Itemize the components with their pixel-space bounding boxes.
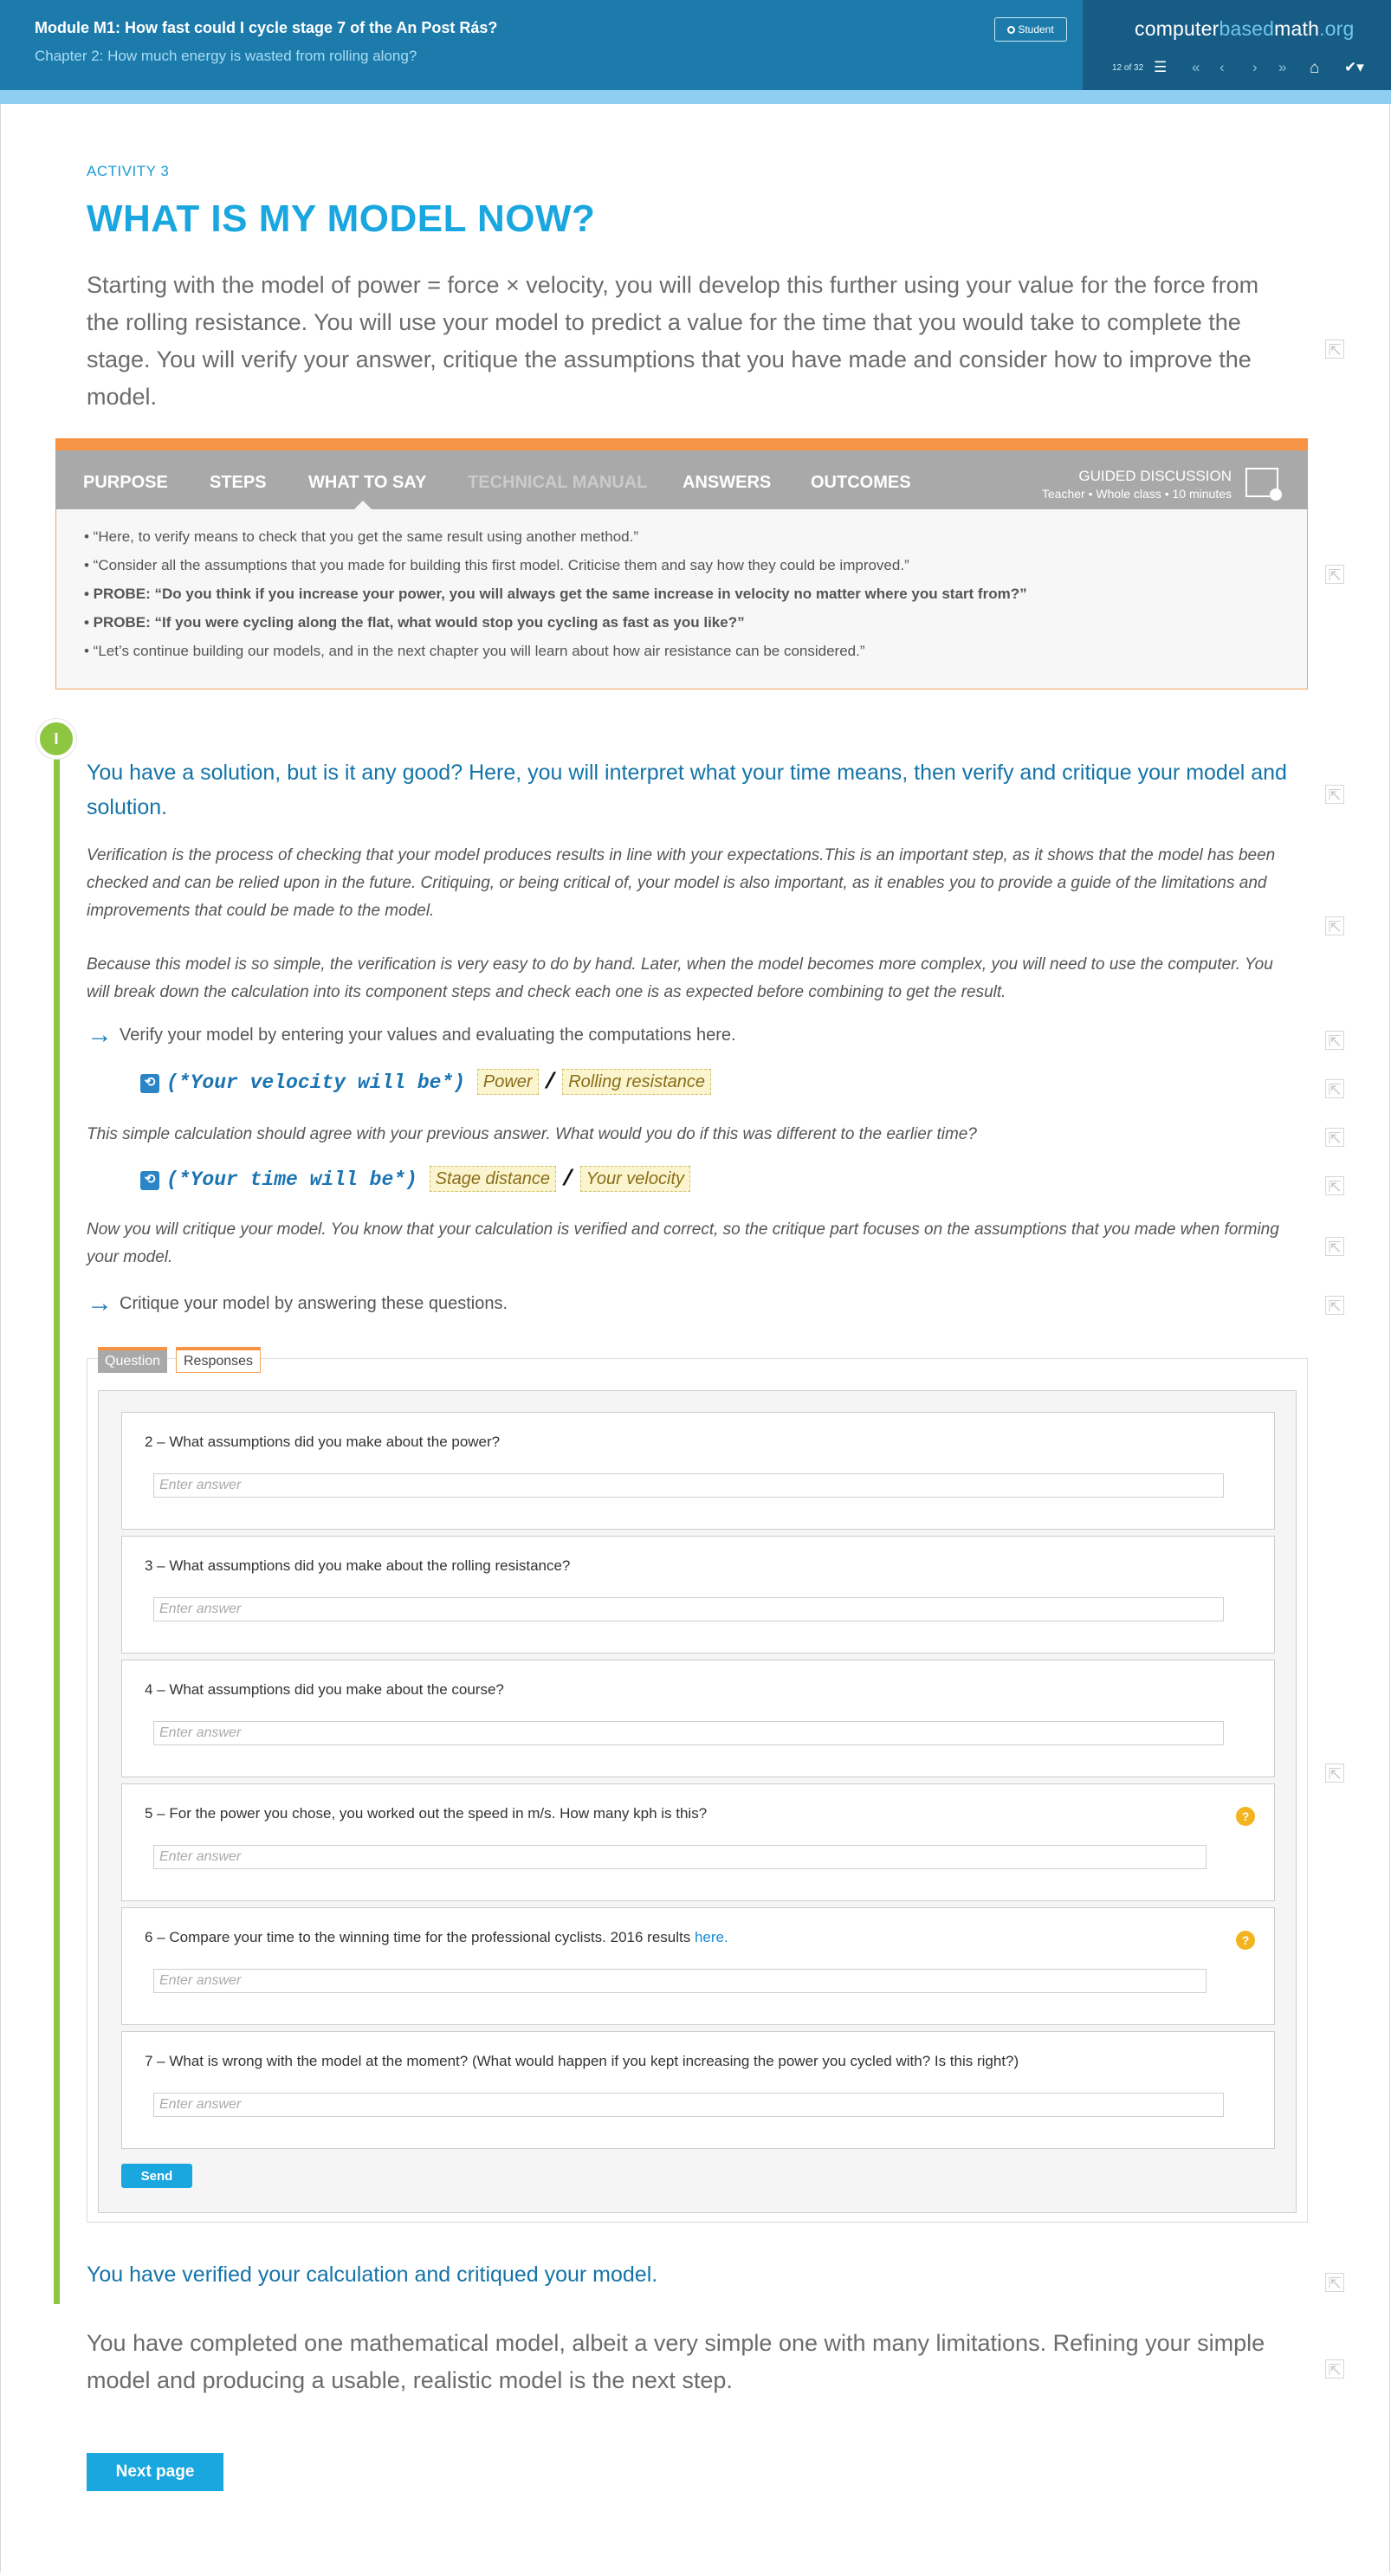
brand-logo[interactable]: [1135, 17, 1355, 41]
expand-icon[interactable]: ⇱: [1325, 565, 1344, 584]
expand-icon[interactable]: ⇱: [1325, 2273, 1344, 2292]
expand-icon[interactable]: ⇱: [1325, 916, 1344, 935]
brand-part-computer: computer: [1135, 17, 1220, 40]
question-text: 3 – What assumptions did you make about the rolling resistance?: [145, 1557, 571, 1574]
home-icon[interactable]: ⌂: [1310, 59, 1320, 77]
teacher-panel-accent: [55, 438, 1308, 450]
velocity-comment: (*Your velocity will be*): [166, 1071, 466, 1094]
verify-step: [87, 1020, 736, 1050]
tab-steps[interactable]: STEPS: [210, 473, 267, 492]
stage-distance-input-slot[interactable]: Stage distance: [430, 1166, 556, 1192]
header-strip: [0, 90, 1391, 104]
expand-icon[interactable]: ⇱: [1325, 1296, 1344, 1315]
expand-icon[interactable]: ⇱: [1325, 1079, 1344, 1098]
whiteboard-icon: [1245, 468, 1278, 497]
previous-page-icon[interactable]: ‹: [1220, 59, 1225, 75]
power-input-slot[interactable]: Power: [477, 1069, 539, 1095]
frame-border-left: [0, 104, 1, 2573]
simple-model-paragraph: Because this model is so simple, the verification is very easy to do by hand. Later, when the model becomes more complex, you will need to use the computer. You will break down the calculation into its component steps and check each one is as expected before combining to get the result.: [87, 955, 1273, 1001]
teacher-panel-tabs: [55, 450, 1308, 509]
list-item: • “Consider all the assumptions that you made for building this first model. Criticise them and say how they could be improved.”: [84, 557, 909, 573]
next-page-icon[interactable]: ›: [1252, 59, 1258, 75]
velocity-computation: [140, 1069, 711, 1095]
agree-paragraph: This simple calculation should agree with your previous answer. What would you do if this was different to the earlier time?: [87, 1125, 977, 1143]
active-tab-caret: [353, 501, 372, 510]
question-text: [145, 1929, 728, 1946]
evaluate-icon[interactable]: ⟲: [140, 1074, 159, 1093]
answer-input[interactable]: [153, 1597, 1224, 1621]
list-item: • PROBE: “Do you think if you increase your power, you will always get the same increase in velocity no matter where you start from?”: [84, 586, 1027, 602]
hint-icon[interactable]: ?: [1236, 1931, 1255, 1950]
critique-step: [87, 1289, 508, 1318]
tab-technical-manual: TECHNICAL MANUAL: [468, 473, 648, 492]
chapter-title: Chapter 2: How much energy is wasted from rolling along?: [35, 48, 417, 64]
top-header: [0, 0, 1391, 90]
question-widget: [87, 1354, 1308, 2223]
send-button[interactable]: Send: [121, 2164, 192, 2188]
section-badge: I: [36, 719, 76, 759]
critique-step-text: Critique your model by answering these questions.: [120, 1294, 508, 1313]
tab-answers[interactable]: ANSWERS: [683, 473, 772, 492]
question-card: [121, 1907, 1275, 2025]
section-progress-line: [54, 752, 60, 2304]
verification-paragraph: Verification is the process of checking that your model produces results in line with your expectations.This is an important step, as it shows that the model has been checked and can be relied upon in the future. Critiquing, or being critical of, your model is also important, as it enables you to provide a guide of the limitations and improvements that could be made to the model.: [87, 846, 1276, 920]
time-comment: (*Your time will be*): [166, 1168, 417, 1191]
list-item: • “Here, to verify means to check that you get the same result using another method.”: [84, 528, 638, 545]
expand-icon[interactable]: ⇱: [1325, 1128, 1344, 1147]
guided-discussion-title: GUIDED DISCUSSION: [1078, 468, 1232, 484]
question-text: 7 – What is wrong with the model at the moment? (What would happen if you kept increasing the power you cycled with? Is this right?): [145, 2053, 1019, 2069]
answer-input[interactable]: [153, 1473, 1224, 1498]
rolling-resistance-input-slot[interactable]: Rolling resistance: [562, 1069, 711, 1095]
tab-what-to-say[interactable]: WHAT TO SAY: [308, 473, 427, 492]
arrow-right-icon: →: [87, 1289, 113, 1317]
expand-icon[interactable]: ⇱: [1325, 1031, 1344, 1050]
list-item: • “Let’s continue building our models, and in the next chapter you will learn about how air resistance can be considered.”: [84, 643, 865, 659]
answer-input[interactable]: [153, 2093, 1224, 2117]
question-card: [121, 2031, 1275, 2149]
completion-heading: You have verified your calculation and critiqued your model.: [87, 2262, 658, 2287]
expand-icon[interactable]: ⇱: [1325, 1764, 1344, 1783]
header-titles: [0, 0, 1083, 90]
answer-input[interactable]: [153, 1969, 1207, 1993]
tab-responses[interactable]: Responses: [176, 1347, 261, 1373]
activity-label: ACTIVITY 3: [87, 163, 170, 179]
header-nav: [1083, 0, 1391, 90]
tab-purpose[interactable]: PURPOSE: [83, 473, 168, 492]
frame-border-right: [1389, 104, 1390, 2573]
question-text: 2 – What assumptions did you make about the power?: [145, 1434, 501, 1450]
expand-icon[interactable]: ⇱: [1325, 340, 1344, 359]
page-list-icon[interactable]: ☰: [1154, 59, 1168, 75]
question-card: [121, 1412, 1275, 1530]
tab-question[interactable]: Question: [98, 1347, 167, 1373]
your-velocity-input-slot[interactable]: Your velocity: [580, 1166, 690, 1192]
arrow-right-icon: →: [87, 1020, 113, 1049]
question-card: [121, 1660, 1275, 1777]
next-page-button[interactable]: Next page: [87, 2453, 223, 2491]
evaluate-icon[interactable]: ⟲: [140, 1171, 159, 1190]
hint-icon[interactable]: ?: [1236, 1807, 1255, 1826]
time-computation: [140, 1166, 690, 1192]
tab-outcomes[interactable]: OUTCOMES: [811, 473, 911, 492]
question-text-body: 6 – Compare your time to the winning time for the professional cyclists. 2016 results: [145, 1929, 695, 1945]
question-card: [121, 1783, 1275, 1901]
list-item: • PROBE: “If you were cycling along the flat, what would stop you cycling as fast as you like?”: [84, 614, 745, 631]
divide-operator: /: [543, 1069, 558, 1095]
first-page-icon[interactable]: «: [1192, 59, 1200, 75]
question-text: 4 – What assumptions did you make about the course?: [145, 1681, 504, 1698]
question-list: [98, 1390, 1297, 2213]
page-counter: 12 of 32: [1112, 63, 1144, 73]
section-heading: You have a solution, but is it any good? Here, you will interpret what your time means, then verify and critique your model and solution.: [87, 761, 1287, 819]
answer-input[interactable]: [153, 1845, 1207, 1869]
question-text: 5 – For the power you chose, you worked out the speed in m/s. How many kph is this?: [145, 1805, 708, 1822]
student-icon: [1007, 26, 1015, 34]
teacher-notes-panel: [55, 438, 1308, 689]
results-link[interactable]: here.: [694, 1929, 728, 1945]
divide-operator: /: [561, 1166, 575, 1192]
answer-input[interactable]: [153, 1721, 1224, 1745]
user-menu-icon[interactable]: ✔▾: [1344, 59, 1364, 75]
student-label: Student: [1018, 23, 1054, 36]
expand-icon[interactable]: ⇱: [1325, 1237, 1344, 1256]
expand-icon[interactable]: ⇱: [1325, 2359, 1344, 2379]
brand-part-math: math: [1274, 17, 1320, 40]
critique-paragraph: Now you will critique your model. You know that your calculation is verified and correct, so the critique part focuses on the assumptions that you made when forming your model.: [87, 1220, 1279, 1266]
brand-part-org: .org: [1319, 17, 1355, 40]
verify-step-text: Verify your model by entering your values and evaluating the computations here.: [120, 1026, 736, 1045]
student-mode-button[interactable]: [994, 17, 1067, 42]
guided-discussion-meta: Teacher • Whole class • 10 minutes: [1041, 487, 1232, 501]
last-page-icon[interactable]: »: [1278, 59, 1287, 75]
completion-paragraph: You have completed one mathematical model, albeit a very simple one with many limitations. Refining your simple model and producing a usable, realistic model is the next step.: [87, 2330, 1265, 2393]
module-title: Module M1: How fast could I cycle stage 7 of the An Post Rás?: [35, 19, 498, 36]
brand-part-based: based: [1219, 17, 1275, 40]
what-to-say-list: [84, 527, 1027, 670]
page-title: WHAT IS MY MODEL NOW?: [87, 197, 596, 240]
activity-intro: Starting with the model of power = force × velocity, you will develop this further using your value for the force from the rolling resistance. You will use your model to predict a value for the time that you would take to complete the stage. You will verify your answer, critique the assumptions that you have made and consider how to improve the model.: [87, 272, 1259, 410]
question-card: [121, 1536, 1275, 1654]
expand-icon[interactable]: ⇱: [1325, 785, 1344, 804]
expand-icon[interactable]: ⇱: [1325, 1176, 1344, 1195]
